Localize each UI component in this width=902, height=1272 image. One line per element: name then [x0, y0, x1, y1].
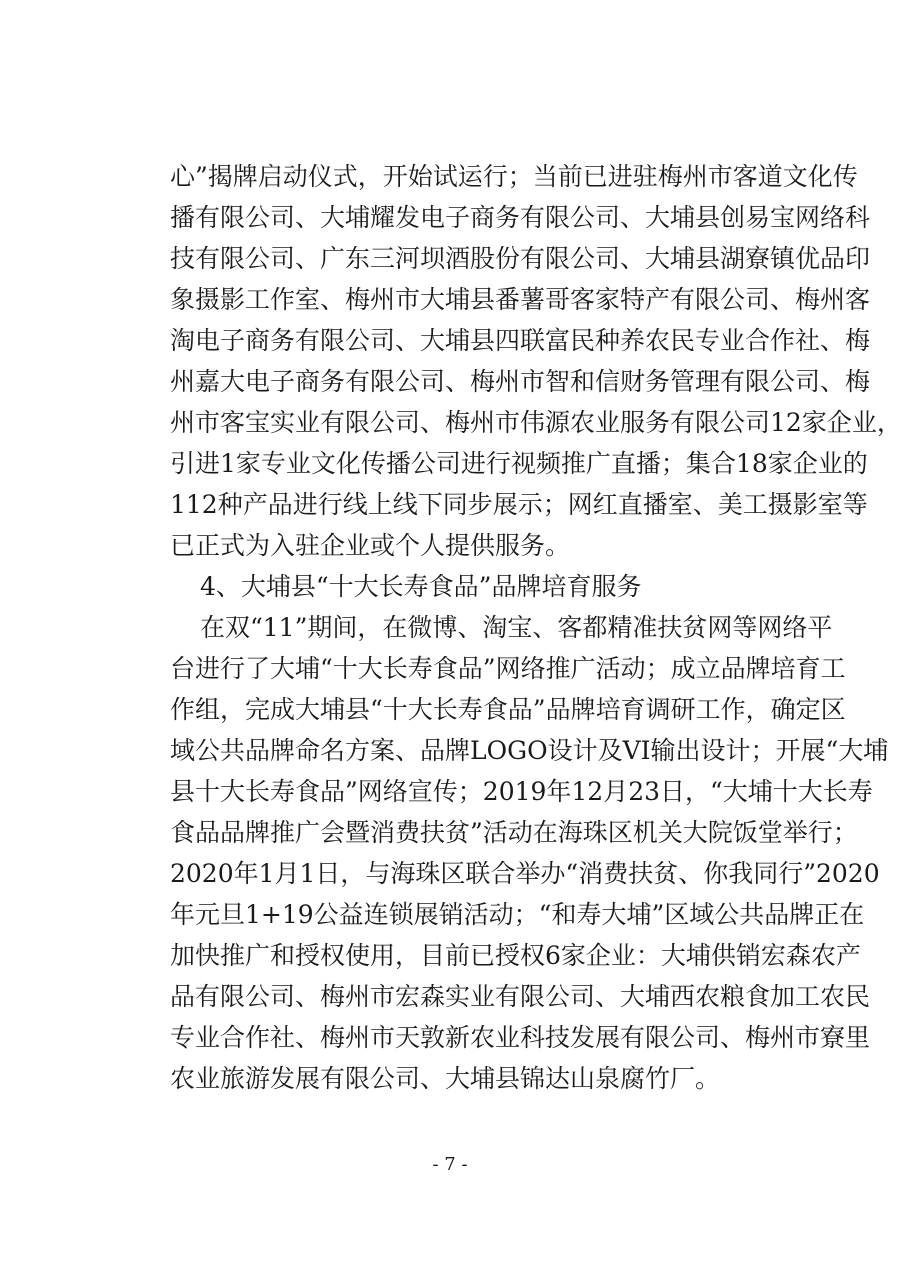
text-line: 专业合作社、梅州市天敦新农业科技发展有限公司、梅州市寮里 — [170, 1023, 871, 1052]
text-line: 引进1家专业文化传播公司进行视频推广直播；集合18家企业的 — [170, 449, 868, 478]
text-line: 已正式为入驻企业或个人提供服务。 — [170, 531, 571, 560]
text-line: 象摄影工作室、梅州市大埔县番薯哥客家特产有限公司、梅州客 — [170, 285, 871, 314]
text-line: 食品品牌推广会暨消费扶贫”活动在海珠区机关大院饭堂举行； — [170, 818, 858, 847]
section-heading: 4、大埔县“十大长寿食品”品牌培育服务 — [200, 572, 642, 601]
text-line: 县十大长寿食品”网络宣传；2019年12月23日，“大埔十大长寿 — [170, 777, 873, 806]
text-line: 作组，完成大埔县“十大长寿食品”品牌培育调研工作，确定区 — [170, 695, 846, 724]
text-line: 2020年1月1日，与海珠区联合举办“消费扶贫、你我同行”2020 — [170, 859, 880, 888]
text-line: 台进行了大埔“十大长寿食品”网络推广活动；成立品牌培育工 — [170, 654, 846, 683]
text-line: 加快推广和授权使用，目前已授权6家企业：大埔供销宏森农产 — [170, 941, 861, 970]
text-line: 112种产品进行线上线下同步展示；网红直播室、美工摄影室等 — [170, 490, 868, 519]
text-line: 州嘉大电子商务有限公司、梅州市智和信财务管理有限公司、梅 — [170, 367, 871, 396]
body-text — [170, 156, 902, 1099]
text-line: 年元旦1+19公益连锁展销活动；“和寿大埔”区域公共品牌正在 — [170, 900, 865, 929]
text-line: 播有限公司、大埔耀发电子商务有限公司、大埔县创易宝网络科 — [170, 203, 871, 232]
text-line: 域公共品牌命名方案、品牌LOGO设计及VI输出设计；开展“大埔 — [170, 736, 889, 765]
text-line: 品有限公司、梅州市宏森实业有限公司、大埔西农粮食加工农民 — [170, 982, 871, 1011]
text-line: 州市客宝实业有限公司、梅州市伟源农业服务有限公司12家企业， — [170, 408, 902, 437]
text-line: 在双“11”期间，在微博、淘宝、客都精准扶贫网等网络平 — [200, 613, 833, 642]
text-line: 心”揭牌启动仪式，开始试运行；当前已进驻梅州市客道文化传 — [170, 162, 858, 191]
page-number: - 7 - — [432, 1154, 468, 1175]
text-line: 淘电子商务有限公司、大埔县四联富民种养农民专业合作社、梅 — [170, 326, 871, 355]
text-line: 技有限公司、广东三河坝酒股份有限公司、大埔县湖寮镇优品印 — [170, 244, 871, 273]
text-line: 农业旅游发展有限公司、大埔县锦达山泉腐竹厂。 — [170, 1064, 721, 1093]
